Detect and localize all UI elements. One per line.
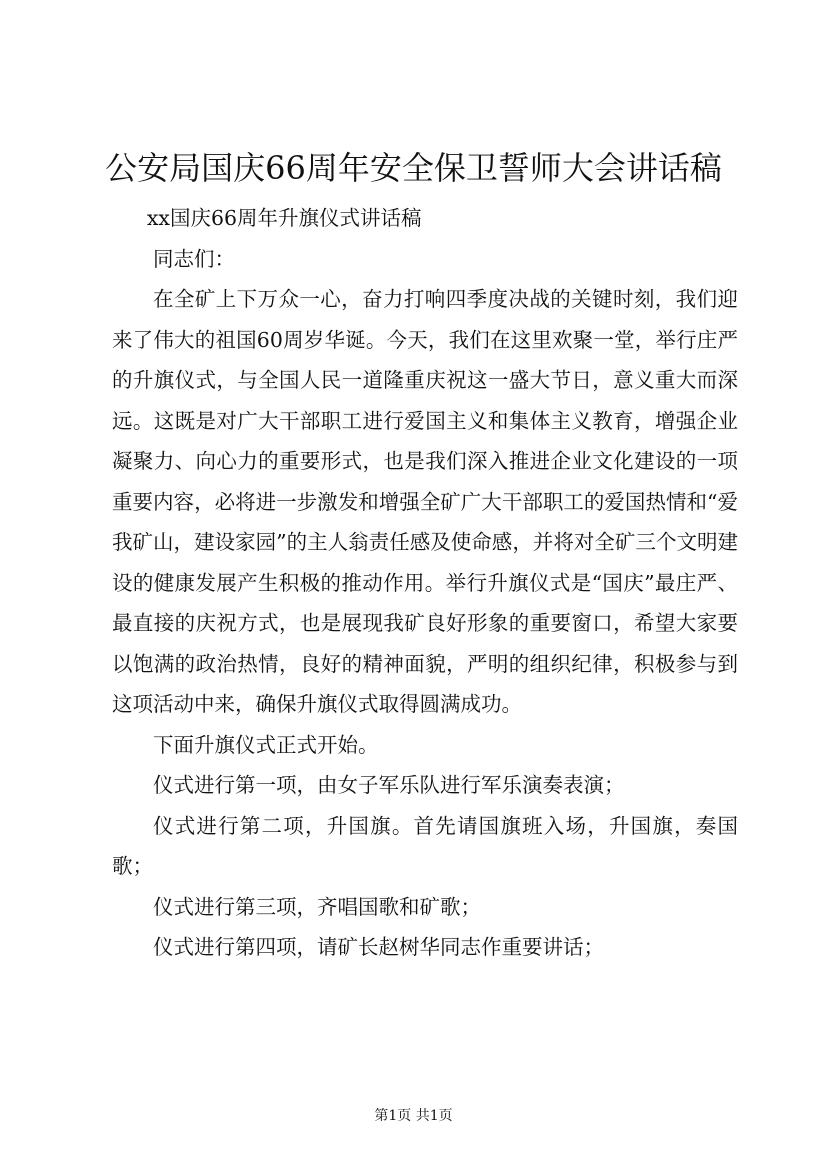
salutation: 同志们： (153, 246, 235, 271)
ceremony-item-2: 仪式进行第二项，升国旗。首先请国旗班入场，升国旗，奏国歌； (112, 813, 738, 878)
document-body (112, 198, 738, 968)
speech-paragraph-main: 在全矿上下万众一心，奋力打响四季度决战的关键时刻，我们迎来了伟大的祖国60周岁华诞。今天，我们在这里欢聚一堂，举行庄严的升旗仪式，与全国人民一道隆重庆祝这一盛大节日，意义重大而深远。这既是对广大干部职工进行爱国主义和集体主义教育，增强企业凝聚力、向心力的重要形式，也是我们深入推进企业文化建设的一项重要内容，必将进一步激发和增强全矿广大干部职工的爱国热情和“爱我矿山，建设家园”的主人翁责任感及使命感，并将对全矿三个文明建设的健康发展产生积极的推动作用。举行升旗仪式是“国庆”最庄严、最直接的庆祝方式，也是展现我矿良好形象的重要窗口，希望大家要以饱满的政治热情，良好的精神面貌，严明的组织纪律，积极参与到这项活动中来，确保升旗仪式取得圆满成功。 (112, 287, 738, 716)
ceremony-item-3: 仪式进行第三项，齐唱国歌和矿歌； (153, 894, 481, 919)
document-title: 公安局国庆66周年安全保卫誓师大会讲话稿 (105, 149, 722, 187)
ceremony-start: 下面升旗仪式正式开始。 (153, 732, 379, 757)
document-subtitle: xx国庆66周年升旗仪式讲话稿 (146, 206, 422, 230)
ceremony-item-1: 仪式进行第一项，由女子军乐队进行军乐演奏表演； (153, 773, 625, 797)
ceremony-item-4: 仪式进行第四项，请矿长赵树华同志作重要讲话； (153, 935, 604, 959)
page-number-footer: 第1页 共1页 (374, 1108, 453, 1124)
